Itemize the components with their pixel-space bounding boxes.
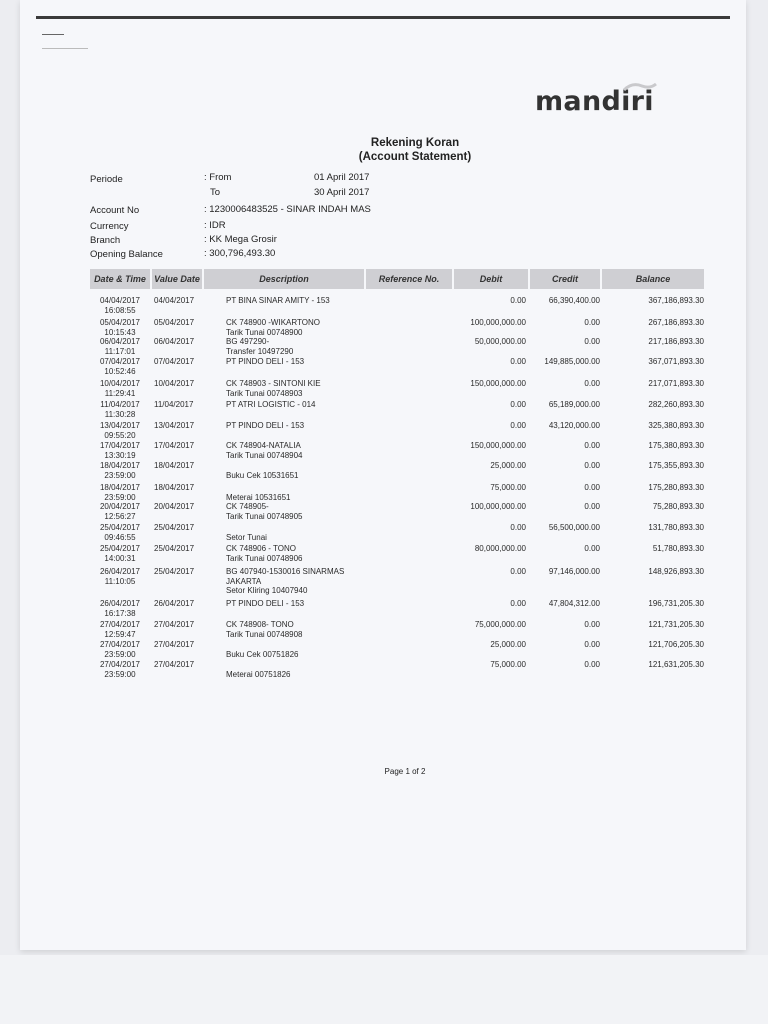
cell-description xyxy=(226,400,316,410)
cell-time: 10:15:43 xyxy=(104,327,136,337)
description-line: BG 407940-1530016 SINARMAS xyxy=(226,567,345,576)
cell-date-time xyxy=(90,640,150,659)
cell-date-time xyxy=(90,523,150,542)
description-line: Buku Cek 00751826 xyxy=(226,649,299,659)
description-line xyxy=(226,461,299,471)
top-rule xyxy=(36,16,730,19)
cell-debit: 0.00 xyxy=(510,567,526,576)
account-value: : 1230006483525 - SINAR INDAH MAS xyxy=(204,204,371,215)
cell-description xyxy=(226,660,291,679)
cell-value-date: 25/04/2017 xyxy=(154,567,195,576)
cell-value-date: 18/04/2017 xyxy=(154,483,195,492)
header-description: Description xyxy=(204,269,364,289)
cell-description xyxy=(226,337,293,356)
cell-date-time xyxy=(90,502,150,521)
cell-credit: 0.00 xyxy=(584,502,600,511)
description-line: CK 748908- TONO xyxy=(226,620,294,629)
cell-date: 25/04/2017 xyxy=(99,544,141,553)
cell-credit: 97,146,000.00 xyxy=(548,567,600,576)
cell-date-time xyxy=(90,660,150,679)
cell-value-date: 11/04/2017 xyxy=(154,400,194,409)
page-number: Page 1 of 2 xyxy=(384,767,426,776)
cell-value-date: 26/04/2017 xyxy=(154,599,195,608)
cell-debit: 50,000,000.00 xyxy=(474,337,526,346)
cell-description xyxy=(226,544,303,563)
cell-time: 09:46:55 xyxy=(104,532,136,542)
cell-value-date: 05/04/2017 xyxy=(154,318,195,327)
opening-balance-value: : 300,796,493.30 xyxy=(204,248,276,259)
cell-balance: 121,731,205.30 xyxy=(648,620,704,629)
cell-value-date: 25/04/2017 xyxy=(154,544,195,553)
cell-date-time xyxy=(90,400,150,419)
cell-date: 20/04/2017 xyxy=(99,502,141,511)
cell-balance: 196,731,205.30 xyxy=(648,599,704,608)
cell-balance: 175,380,893.30 xyxy=(648,441,704,450)
description-line: JAKARTA xyxy=(226,576,262,586)
opening-balance-label: Opening Balance xyxy=(90,249,163,260)
cell-description xyxy=(226,379,321,398)
cell-balance: 175,280,893.30 xyxy=(648,483,704,492)
cell-credit: 43,120,000.00 xyxy=(548,421,600,430)
cell-debit: 100,000,000.00 xyxy=(470,318,526,327)
description-line: PT ATRI LOGISTIC - 014 xyxy=(226,400,316,409)
currency-value: : IDR xyxy=(204,220,226,231)
title-line2: (Account Statement) xyxy=(358,151,472,163)
cell-credit: 47,804,312.00 xyxy=(548,599,600,608)
cell-value-date: 20/04/2017 xyxy=(154,502,195,511)
cell-debit: 100,000,000.00 xyxy=(470,502,526,511)
cell-description xyxy=(226,357,304,367)
header-value-date: Value Date xyxy=(152,269,202,289)
cell-date-time xyxy=(90,620,150,639)
cell-date: 11/04/2017 xyxy=(100,400,140,409)
cell-value-date: 27/04/2017 xyxy=(154,660,195,669)
cell-debit: 0.00 xyxy=(510,421,526,430)
description-line: Meterai 10531651 xyxy=(226,492,291,502)
cell-time: 13:30:19 xyxy=(104,450,136,460)
cell-value-date: 25/04/2017 xyxy=(154,523,195,532)
cell-credit: 0.00 xyxy=(584,483,600,492)
description-line xyxy=(226,523,267,533)
header-balance: Balance xyxy=(602,269,704,289)
cell-debit: 0.00 xyxy=(510,599,526,608)
cell-balance: 217,071,893.30 xyxy=(648,379,704,388)
cell-date: 07/04/2017 xyxy=(99,357,141,366)
cell-debit: 0.00 xyxy=(510,357,526,366)
description-line: BG 497290- xyxy=(226,337,270,346)
branch-value: : KK Mega Grosir xyxy=(204,234,277,245)
cell-date: 04/04/2017 xyxy=(99,296,141,305)
mandiri-logo: mandiri xyxy=(535,86,654,117)
description-line: Tarik Tunai 00748903 xyxy=(226,388,303,398)
pen-mark xyxy=(42,34,64,35)
from-value: 01 April 2017 xyxy=(314,172,370,183)
cell-date-time xyxy=(90,337,150,356)
cell-balance: 75,280,893.30 xyxy=(652,502,704,511)
cell-balance: 367,186,893.30 xyxy=(648,296,704,305)
description-line: PT BINA SINAR AMITY - 153 xyxy=(226,296,330,305)
cell-date-time xyxy=(90,296,150,315)
cell-time: 11:30:28 xyxy=(104,409,136,419)
pen-mark xyxy=(42,48,88,49)
cell-date: 10/04/2017 xyxy=(99,379,141,388)
cell-credit: 0.00 xyxy=(584,441,600,450)
cell-time: 23:59:00 xyxy=(104,649,136,659)
cell-time: 11:17:01 xyxy=(104,346,136,356)
cell-description xyxy=(226,296,330,306)
cell-date: 27/04/2017 xyxy=(99,620,141,629)
description-line: Tarik Tunai 00748908 xyxy=(226,629,303,639)
cell-time: 11:29:41 xyxy=(104,388,136,398)
cell-description xyxy=(226,421,304,431)
cell-date: 26/04/2017 xyxy=(99,599,141,608)
cell-balance: 148,926,893.30 xyxy=(648,567,704,576)
cell-time: 16:08:55 xyxy=(104,305,136,315)
account-label: Account No xyxy=(90,205,140,216)
cell-balance: 217,186,893.30 xyxy=(648,337,704,346)
title-line1: Rekening Koran xyxy=(370,137,460,149)
description-line: Setor Kliring 10407940 xyxy=(226,586,308,595)
cell-date-time xyxy=(90,599,150,618)
header-reference: Reference No. xyxy=(366,269,452,289)
cell-description xyxy=(226,318,320,337)
header-date-time: Date & Time xyxy=(90,269,150,289)
cell-debit: 25,000.00 xyxy=(490,640,526,649)
cell-time: 23:59:00 xyxy=(104,492,136,502)
cell-debit: 75,000.00 xyxy=(490,660,526,669)
cell-description xyxy=(226,640,299,659)
cell-date: 26/04/2017 xyxy=(99,567,141,576)
cell-balance: 131,780,893.30 xyxy=(648,523,704,532)
description-line: PT PINDO DELI - 153 xyxy=(226,599,305,608)
cell-debit: 150,000,000.00 xyxy=(470,441,526,450)
cell-balance: 51,780,893.30 xyxy=(652,544,704,553)
cell-date: 18/04/2017 xyxy=(99,483,141,492)
cell-value-date: 17/04/2017 xyxy=(154,441,195,450)
cell-balance: 175,355,893.30 xyxy=(648,461,704,470)
cell-credit: 0.00 xyxy=(584,620,600,629)
cell-time: 23:59:00 xyxy=(104,470,136,480)
cell-date-time xyxy=(90,461,150,480)
cell-description xyxy=(226,620,303,639)
cell-debit: 150,000,000.00 xyxy=(470,379,526,388)
description-line: PT PINDO DELI - 153 xyxy=(226,357,305,366)
cell-balance: 121,706,205.30 xyxy=(648,640,704,649)
cell-debit: 75,000.00 xyxy=(490,483,526,492)
table-header xyxy=(90,269,704,289)
description-line: CK 748906 - TONO xyxy=(226,544,296,553)
cell-value-date: 27/04/2017 xyxy=(154,620,195,629)
cell-description xyxy=(226,461,299,480)
description-line: CK 748903 - SINTONI KIE xyxy=(226,379,321,388)
cell-time: 23:59:00 xyxy=(104,669,136,679)
cell-date-time xyxy=(90,421,150,440)
cell-credit: 149,885,000.00 xyxy=(544,357,600,366)
description-line: Tarik Tunai 00748906 xyxy=(226,553,303,563)
description-line xyxy=(226,660,291,670)
cell-value-date: 18/04/2017 xyxy=(154,461,195,470)
cell-debit: 25,000.00 xyxy=(490,461,526,470)
statement-page xyxy=(20,0,746,950)
description-line: Buku Cek 10531651 xyxy=(226,470,299,480)
description-line: Transfer 10497290 xyxy=(226,346,294,356)
cell-date: 25/04/2017 xyxy=(99,523,141,532)
description-line: CK 748900 -WIKARTONO xyxy=(226,318,320,327)
header-credit: Credit xyxy=(530,269,600,289)
cell-date: 06/04/2017 xyxy=(99,337,141,346)
document-title xyxy=(270,136,560,164)
cell-value-date: 07/04/2017 xyxy=(154,357,195,366)
cell-description xyxy=(226,523,267,542)
cell-date: 18/04/2017 xyxy=(99,461,141,470)
cell-date-time xyxy=(90,318,150,337)
header-debit: Debit xyxy=(454,269,528,289)
cell-date: 05/04/2017 xyxy=(99,318,141,327)
cell-description xyxy=(226,483,291,502)
description-line: Setor Tunai xyxy=(226,532,267,542)
cell-value-date: 04/04/2017 xyxy=(154,296,195,305)
cell-date-time xyxy=(90,441,150,460)
cell-credit: 56,500,000.00 xyxy=(548,523,600,532)
cell-date: 27/04/2017 xyxy=(99,640,141,649)
cell-credit: 0.00 xyxy=(584,337,600,346)
cell-time: 14:00:31 xyxy=(104,553,136,563)
logo-wave-icon xyxy=(620,80,660,94)
description-line xyxy=(226,483,291,493)
cell-date: 17/04/2017 xyxy=(99,441,141,450)
cell-date-time xyxy=(90,544,150,563)
from-label: : From xyxy=(204,172,232,183)
cell-time: 10:52:46 xyxy=(104,366,136,376)
description-line xyxy=(226,640,299,650)
cell-debit: 0.00 xyxy=(510,523,526,532)
cell-balance: 367,071,893.30 xyxy=(648,357,704,366)
cell-balance: 121,631,205.30 xyxy=(648,660,704,669)
description-line: CK 748904-NATALIA xyxy=(226,441,301,450)
branch-label: Branch xyxy=(90,235,121,246)
cell-time: 16:17:38 xyxy=(104,608,136,618)
periode-label: Periode xyxy=(90,174,123,185)
cell-description xyxy=(226,502,303,521)
cell-value-date: 13/04/2017 xyxy=(154,421,195,430)
cell-date-time xyxy=(90,357,150,376)
cell-date-time xyxy=(90,567,150,586)
cell-credit: 0.00 xyxy=(584,379,600,388)
to-value: 30 April 2017 xyxy=(314,187,370,198)
cell-time: 12:56:27 xyxy=(104,511,136,521)
cell-debit: 0.00 xyxy=(510,296,526,305)
cell-date: 27/04/2017 xyxy=(99,660,141,669)
cell-description xyxy=(226,599,304,609)
description-line: CK 748905- xyxy=(226,502,269,511)
cell-value-date: 06/04/2017 xyxy=(154,337,195,346)
cell-time: 09:55:20 xyxy=(104,430,136,440)
cell-balance: 325,380,893.30 xyxy=(648,421,704,430)
description-line: Tarik Tunai 00748905 xyxy=(226,511,303,521)
cell-description xyxy=(226,567,344,596)
cell-description xyxy=(226,441,303,460)
cell-credit: 0.00 xyxy=(584,461,600,470)
cell-value-date: 27/04/2017 xyxy=(154,640,195,649)
cell-debit: 0.00 xyxy=(510,400,526,409)
cell-balance: 282,260,893.30 xyxy=(648,400,704,409)
cell-value-date: 10/04/2017 xyxy=(154,379,195,388)
description-line: Tarik Tunai 00748900 xyxy=(226,327,303,337)
cell-credit: 0.00 xyxy=(584,640,600,649)
description-line: Tarik Tunai 00748904 xyxy=(226,450,303,460)
currency-label: Currency xyxy=(90,221,129,232)
cell-credit: 0.00 xyxy=(584,544,600,553)
to-label: To xyxy=(210,187,221,198)
cell-date-time xyxy=(90,379,150,398)
description-line: PT PINDO DELI - 153 xyxy=(226,421,305,430)
description-line: Meterai 00751826 xyxy=(226,669,291,679)
cell-time: 12:59:47 xyxy=(104,629,136,639)
background-surface xyxy=(0,955,768,1024)
cell-date-time xyxy=(90,483,150,502)
cell-credit: 0.00 xyxy=(584,660,600,669)
cell-balance: 267,186,893.30 xyxy=(648,318,704,327)
cell-credit: 0.00 xyxy=(584,318,600,327)
cell-date: 13/04/2017 xyxy=(99,421,141,430)
cell-debit: 80,000,000.00 xyxy=(474,544,526,553)
cell-credit: 65,189,000.00 xyxy=(548,400,600,409)
cell-debit: 75,000,000.00 xyxy=(474,620,526,629)
cell-time: 11:10:05 xyxy=(104,576,136,586)
cell-credit: 66,390,400.00 xyxy=(548,296,600,305)
